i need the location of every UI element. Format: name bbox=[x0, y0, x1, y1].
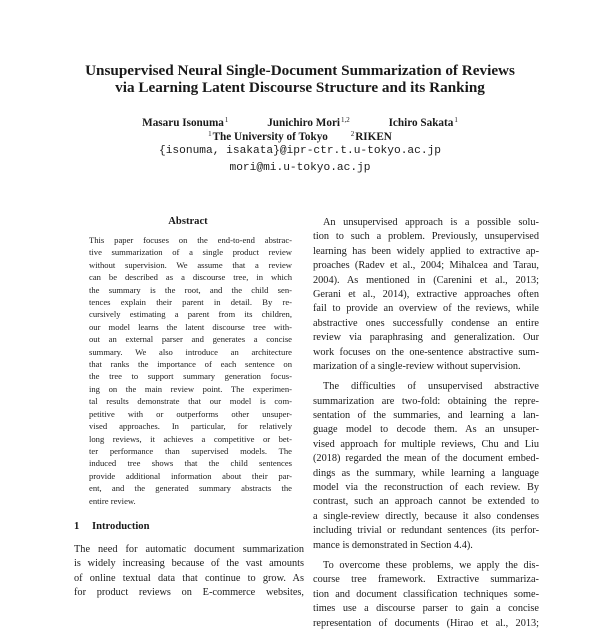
affiliation bbox=[208, 127, 328, 144]
author-name: Junichiro Mori bbox=[267, 117, 341, 129]
text-line: vised approaches. In particular, for relatively bbox=[89, 421, 292, 432]
text-line: the summary is the root, and the child sen- bbox=[89, 284, 292, 295]
abstract-heading: Abstract bbox=[168, 216, 208, 227]
title-line-2: via Learning Latent Discourse Structure and its Ranking bbox=[115, 79, 485, 96]
text-line: summary. We also introduce an architecture bbox=[89, 346, 292, 357]
author-affil-mark: 1 bbox=[454, 116, 458, 124]
text-line: long reviews, it achieves a competitive or bet- bbox=[89, 433, 292, 444]
text-line: ing on the main review point. The experimen- bbox=[89, 383, 292, 394]
text-line: vised approach for multiple reviews, Chu and Liu bbox=[313, 438, 539, 450]
abstract-body bbox=[89, 234, 292, 507]
affiliation-list bbox=[40, 127, 560, 144]
text-line: times use a discourse parser to gain a concise bbox=[313, 603, 539, 615]
text-line: ent, and the generated summary abstracts the bbox=[89, 483, 292, 494]
text-line: 2004). As mentioned in (Carenini et al., 2013; bbox=[313, 274, 539, 286]
text-line: of online textual data that continue to grow. As bbox=[74, 572, 304, 584]
title-line-1: Unsupervised Neural Single-Document Summarization of Reviews bbox=[85, 62, 515, 79]
paper-title bbox=[40, 62, 560, 96]
text-line: mance is demonstrated in Section 4.4). bbox=[313, 539, 473, 551]
text-line: that ranks the importance of each sentence on bbox=[89, 359, 292, 370]
text-line: provide additional information about their par- bbox=[89, 470, 292, 481]
email-line[interactable]: mori@mi.u-tokyo.ac.jp bbox=[229, 162, 371, 174]
text-line: contrast, such an approach cannot be extended to bbox=[313, 496, 539, 508]
affiliation-mark: 1 bbox=[208, 130, 212, 138]
text-line: sentation of the summaries, and learning a lan- bbox=[313, 410, 539, 422]
text-line: fail to provide an overview of the reviews, while bbox=[313, 303, 539, 315]
text-line: proaches (Radev et al., 2004; Mihalcea and Tarau, bbox=[313, 260, 539, 272]
text-line: model via the reconstruction of each review. By bbox=[313, 482, 539, 494]
text-line: dings as the summary, while learning a language bbox=[313, 467, 539, 479]
text-line: ter performance than supervised models. The bbox=[89, 445, 292, 456]
text-line: including trivial or redundant sentences (its perfor- bbox=[313, 525, 539, 537]
author-affil-mark: 1,2 bbox=[341, 116, 350, 124]
text-line: summarization are two-fold: obtaining the repre- bbox=[313, 395, 539, 407]
text-line: tive summarization of a single product review bbox=[89, 247, 292, 258]
text-line: representation of documents (Hirao et al., 2013; bbox=[313, 617, 539, 629]
author-affil-mark: 1 bbox=[224, 116, 229, 124]
text-line: This paper focuses on the end-to-end abstrac- bbox=[89, 235, 292, 245]
right-column-text bbox=[313, 216, 539, 631]
section-title: Introduction bbox=[92, 521, 150, 532]
text-line: course tree framework. Extractive summariza- bbox=[313, 574, 539, 586]
text-line: cursively estimating a parent from its children, bbox=[89, 309, 292, 320]
text-line: To overcome these problems, we apply the dis- bbox=[323, 559, 539, 571]
text-line: can be described as a discourse tree, in which bbox=[89, 272, 292, 283]
section-number: 1 bbox=[74, 521, 80, 532]
text-line: petitive with or outperforms other unsuper- bbox=[89, 408, 292, 419]
text-line: tion and document classification techniques some- bbox=[313, 588, 539, 600]
text-line: entire review. bbox=[89, 495, 136, 506]
text-line: induced tree shows that the child sentences bbox=[89, 458, 292, 469]
text-line: An unsupervised approach is a possible solu- bbox=[323, 217, 539, 228]
email-line[interactable]: {isonuma, isakata}@ipr-ctr.t.u-tokyo.ac.jp bbox=[159, 145, 441, 157]
text-line: (2018) regarded the mean of the document embed- bbox=[313, 453, 539, 465]
text-line: The difficulties of unsupervised abstractive bbox=[323, 381, 539, 393]
text-line: tion to such a problem. Previously, unsupervised bbox=[313, 231, 539, 243]
text-line: guage model to decode them. As an unsuper- bbox=[313, 424, 539, 436]
text-line: tal results demonstrate that our model is com- bbox=[89, 396, 292, 407]
text-line: out an external parser and generates a concise bbox=[89, 334, 292, 345]
text-line: for product reviews on E-commerce websites, bbox=[74, 587, 304, 599]
text-line: tences explain their parent in detail. By re- bbox=[89, 297, 292, 308]
text-line: The need for automatic document summarization bbox=[74, 544, 304, 555]
author-name: Ichiro Sakata bbox=[388, 117, 454, 129]
introduction-text bbox=[74, 543, 304, 601]
author-name: Masaru Isonuma bbox=[142, 117, 224, 129]
affiliation-mark: 2 bbox=[350, 130, 355, 138]
text-line: marization of a single-review without supervision. bbox=[313, 360, 521, 372]
text-line: work focuses on the one-sentence abstractive sum- bbox=[313, 346, 539, 358]
text-line: is widely increasing because of the vast amounts bbox=[74, 558, 304, 570]
text-line: the tree to support summary generation focus- bbox=[89, 371, 292, 382]
section-heading bbox=[74, 520, 304, 533]
affiliation-name: The University of Tokyo bbox=[212, 131, 328, 143]
affiliation-name: RIKEN bbox=[355, 131, 392, 143]
text-line: a single-review directly, because it also condenses bbox=[313, 510, 539, 522]
email-block bbox=[40, 143, 560, 177]
text-line: learning has been widely applied to extractive ap- bbox=[313, 245, 539, 257]
affiliation bbox=[351, 127, 392, 144]
text-line: abstractive ones successfully condense an entire bbox=[313, 317, 539, 329]
text-line: review via paraphrasing and generalization. Our bbox=[313, 332, 539, 344]
text-line: our model learns the latent discourse tree with- bbox=[89, 321, 292, 332]
text-line: without supervision. We assume that a review bbox=[89, 259, 292, 270]
text-line: Gerani et al., 2014), extractive approaches often bbox=[313, 288, 539, 300]
